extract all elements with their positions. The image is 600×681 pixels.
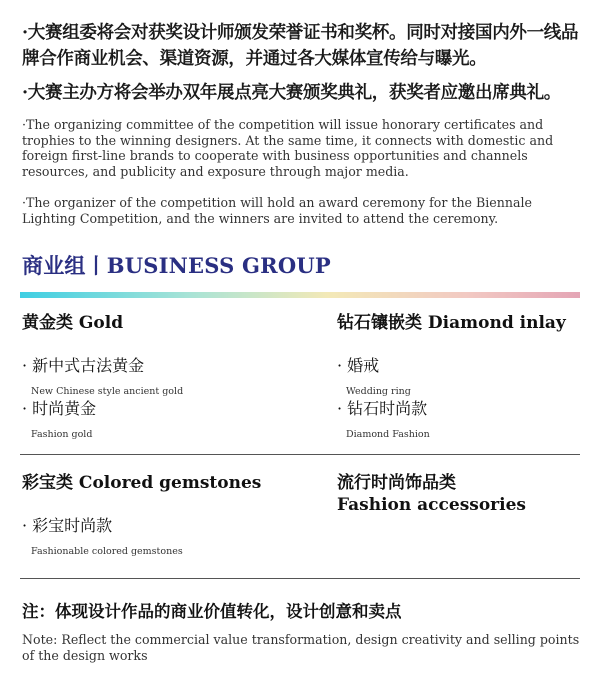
category-title-accessories-zh: 流行时尚饰品类 <box>337 473 456 493</box>
gradient-divider <box>20 292 580 298</box>
note-en: Note: Reflect the commercial value transformation, design creativity and selling points of the design works <box>22 632 580 663</box>
item-diamond-1-en: Wedding ring <box>346 386 411 397</box>
intro-paragraph-zh-2: ·大赛主办方将会举办双年展点亮大赛颁奖典礼，获奖者应邀出席典礼。 <box>22 83 561 103</box>
item-diamond-2-en: Diamond Fashion <box>346 429 430 440</box>
item-gold-1-zh: · 新中式古法黄金 <box>22 356 145 375</box>
intro-paragraph-en-2: ·The organizer of the competition will hold an award ceremony for the Biennale Lighting Competition, and the winners are invited to attend the ceremony. <box>22 195 532 226</box>
category-title-accessories-en: Fashion accessories <box>337 495 526 515</box>
item-gemstones-1-zh: · 彩宝时尚款 <box>22 516 113 535</box>
note-zh: 注：体现设计作品的商业价值转化，设计创意和卖点 <box>22 602 402 621</box>
item-gold-2-en: Fashion gold <box>31 429 93 440</box>
category-title-gold: 黄金类 Gold <box>22 313 124 333</box>
category-title-diamond: 钻石镶嵌类 Diamond inlay <box>337 313 566 333</box>
divider-line <box>20 578 580 579</box>
item-gemstones-1-en: Fashionable colored gemstones <box>31 546 183 557</box>
intro-paragraph-zh-1: ·大赛组委将会对获奖设计师颁发荣誉证书和奖杯。同时对接国内外一线品牌合作商业机会、渠道资源，并通过各大媒体宣传给与曝光。 <box>22 23 579 69</box>
item-diamond-1-zh: · 婚戒 <box>337 356 380 375</box>
category-title-gemstones: 彩宝类 Colored gemstones <box>22 473 262 493</box>
divider-line <box>20 454 580 455</box>
item-gold-1-en: New Chinese style ancient gold <box>31 386 184 397</box>
intro-paragraph-en-1: ·The organizing committee of the competition will issue honorary certificates and trophies to the winning designers. At the same time, it connects with domestic and foreign first-line brands to cooperate with business opportunities and channels resources, and publicity and exposure through major media. <box>22 117 554 179</box>
item-gold-2-zh: · 时尚黄金 <box>22 399 97 418</box>
section-title: 商业组丨BUSINESS GROUP <box>22 253 331 278</box>
item-diamond-2-zh: · 钻石时尚款 <box>337 399 428 418</box>
